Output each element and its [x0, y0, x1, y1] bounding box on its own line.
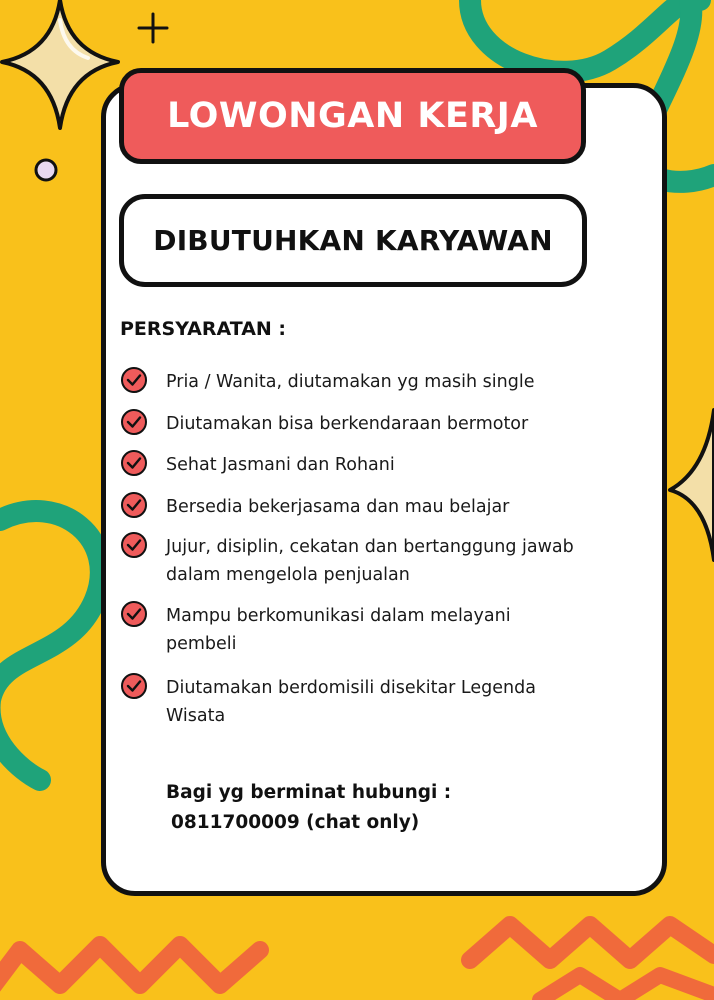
requirement-text: Diutamakan berdomisili disekitar Legenda Wisata [166, 678, 536, 726]
green-squiggle-top [470, 0, 700, 72]
check-circle-icon [120, 491, 148, 519]
plus-sparkle-icon [139, 14, 167, 42]
list-item [120, 410, 600, 438]
sparkle-star-right-icon [670, 410, 714, 560]
requirement-text: Pria / Wanita, diutamakan yg masih single [166, 372, 535, 392]
list-item [120, 602, 600, 658]
orange-squiggle-bottom [0, 945, 260, 990]
title-banner [119, 68, 586, 164]
list-item [120, 533, 600, 589]
subtitle-box [119, 194, 587, 287]
subtitle: DIBUTUHKAN KARYAWAN [153, 224, 553, 257]
check-circle-icon [120, 672, 148, 700]
dot-decoration [36, 160, 56, 180]
list-item [120, 451, 600, 479]
requirements-heading: PERSYARATAN : [120, 318, 287, 340]
requirement-text: Mampu berkomunikasi dalam melayani pembeli [166, 606, 511, 654]
green-squiggle-left [0, 511, 101, 780]
check-circle-icon [120, 600, 148, 628]
contact-phone: 0811700009 (chat only) [171, 812, 420, 833]
requirement-text: Bersedia bekerjasama dan mau belajar [166, 497, 510, 517]
requirement-text: Diutamakan bisa berkendaraan bermotor [166, 414, 529, 434]
check-circle-icon [120, 531, 148, 559]
list-item [120, 368, 600, 396]
requirement-text: Jujur, disiplin, cekatan dan bertanggung jawab dalam mengelola penjualan [166, 537, 574, 585]
check-circle-icon [120, 366, 148, 394]
list-item [120, 493, 600, 521]
contact-info [166, 778, 451, 838]
check-circle-icon [120, 449, 148, 477]
requirement-text: Sehat Jasmani dan Rohani [166, 455, 395, 475]
list-item [120, 674, 600, 730]
contact-label: Bagi yg berminat hubungi : [166, 782, 452, 803]
check-circle-icon [120, 408, 148, 436]
page-title: LOWONGAN KERJA [167, 96, 538, 136]
